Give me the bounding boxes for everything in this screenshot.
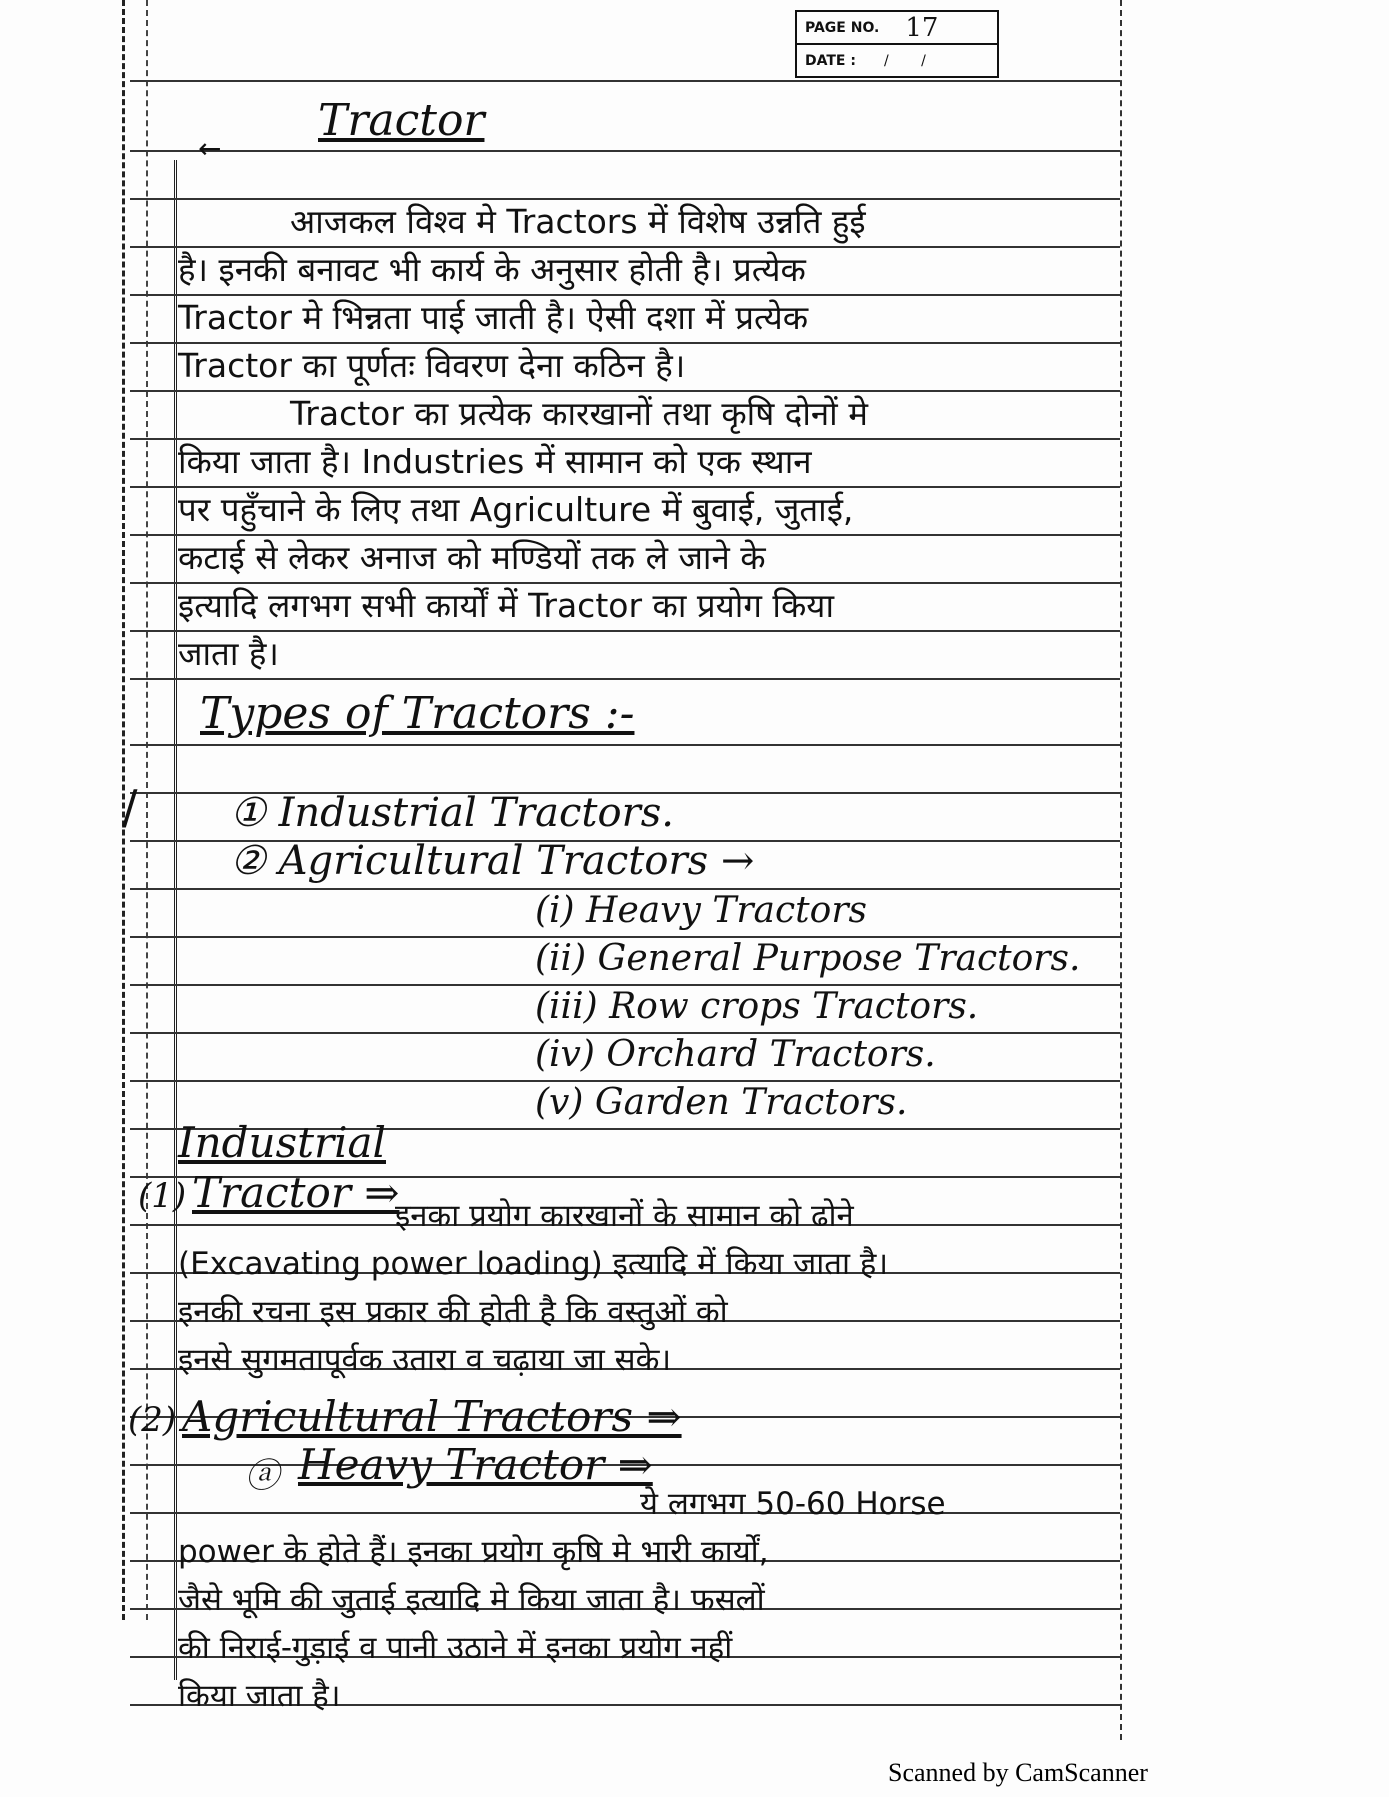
section2-line: जैसे भूमि की जुताई इत्यादि मे किया जाता है। फसलों [178, 1582, 765, 1618]
section1-line: इनका प्रयोग कारखानों के सामान को ढोने [395, 1198, 854, 1234]
agri-type-item: (iii) Row crops Tractors. [535, 986, 979, 1027]
binding-edge-inner [146, 0, 148, 1620]
intro-line: Tractor का प्रत्येक कारखानों तथा कृषि दोनों मे [290, 394, 868, 433]
section2-line: की निराई-गुड़ाई व पानी उठाने में इनका प्रयोग नहीं [178, 1630, 733, 1666]
date-label: DATE : [805, 52, 856, 69]
ruled-line [130, 744, 1120, 746]
section1-heading: Tractor ⇒ [192, 1168, 400, 1217]
section2-heading: Agricultural Tractors ⇒ [182, 1392, 682, 1441]
agri-type-item: (i) Heavy Tractors [535, 890, 867, 931]
agri-type-item: (ii) General Purpose Tractors. [535, 938, 1081, 979]
margin-slash-mark: / [122, 780, 138, 834]
intro-line: पर पहुँचाने के लिए तथा Agriculture में बुवाई, जुताई, [178, 490, 854, 529]
section1-line: (Excavating power loading) इत्यादि में किया जाता है। [178, 1246, 889, 1282]
section2-line: किया जाता है। [178, 1678, 341, 1714]
intro-line: किया जाता है। Industries में सामान को एक स्थान [178, 442, 812, 481]
section1-line: इनसे सुगमतापूर्वक उतारा व चढ़ाया जा सके। [178, 1342, 672, 1378]
page-number-box [795, 10, 999, 78]
margin-line [174, 160, 177, 1680]
section2-sub-number: ⓐ [245, 1456, 279, 1496]
page-number-label: PAGE NO. [805, 19, 880, 36]
types-heading: Types of Tractors :- [200, 688, 635, 739]
section1-line: इनकी रचना इस प्रकार की होती है कि वस्तुओं को [178, 1294, 728, 1330]
intro-line: है। इनकी बनावट भी कार्य के अनुसार होती है। प्रत्येक [178, 250, 806, 289]
section1-word: Industrial [178, 1118, 386, 1167]
intro-line: Tractor मे भिन्नता पाई जाती है। ऐसी दशा में प्रत्येक [178, 298, 809, 337]
arrow-left-icon: ← [198, 132, 222, 165]
date-value: / / [883, 52, 940, 69]
page-title: Tractor [318, 95, 485, 146]
page-right-edge [1120, 0, 1122, 1740]
agri-type-item: (iv) Orchard Tractors. [535, 1034, 936, 1075]
page-number-row [797, 12, 997, 43]
section2-number: (2) [128, 1400, 177, 1440]
intro-line: कटाई से लेकर अनाज को मण्डियों तक ले जाने के [178, 538, 766, 577]
date-row [797, 43, 997, 76]
scanner-watermark: Scanned by CamScanner [888, 1758, 1148, 1787]
ruled-line [130, 678, 1120, 680]
ruled-line [130, 150, 1120, 152]
intro-line: आजकल विश्व मे Tractors में विशेष उन्नति हुई [290, 202, 866, 241]
page-number-value: 17 [905, 12, 939, 43]
section1-number: (1) [138, 1176, 187, 1216]
intro-line: जाता है। [178, 634, 279, 673]
section2-first-line: ये लगभग 50-60 Horse [640, 1486, 946, 1522]
ruled-line [130, 80, 1120, 82]
type-item: ② Agricultural Tractors → [230, 838, 755, 884]
agri-type-item: (v) Garden Tractors. [535, 1082, 908, 1123]
section2-line: power के होते हैं। इनका प्रयोग कृषि मे भारी कार्यों, [178, 1534, 769, 1570]
intro-line: Tractor का पूर्णतः विवरण देना कठिन है। [178, 346, 686, 385]
section2-sub-heading: Heavy Tractor ⇒ [298, 1440, 653, 1489]
intro-line: इत्यादि लगभग सभी कार्यों में Tractor का प्रयोग किया [178, 586, 834, 625]
ruled-line [130, 1512, 1120, 1514]
type-item: ① Industrial Tractors. [230, 790, 674, 836]
